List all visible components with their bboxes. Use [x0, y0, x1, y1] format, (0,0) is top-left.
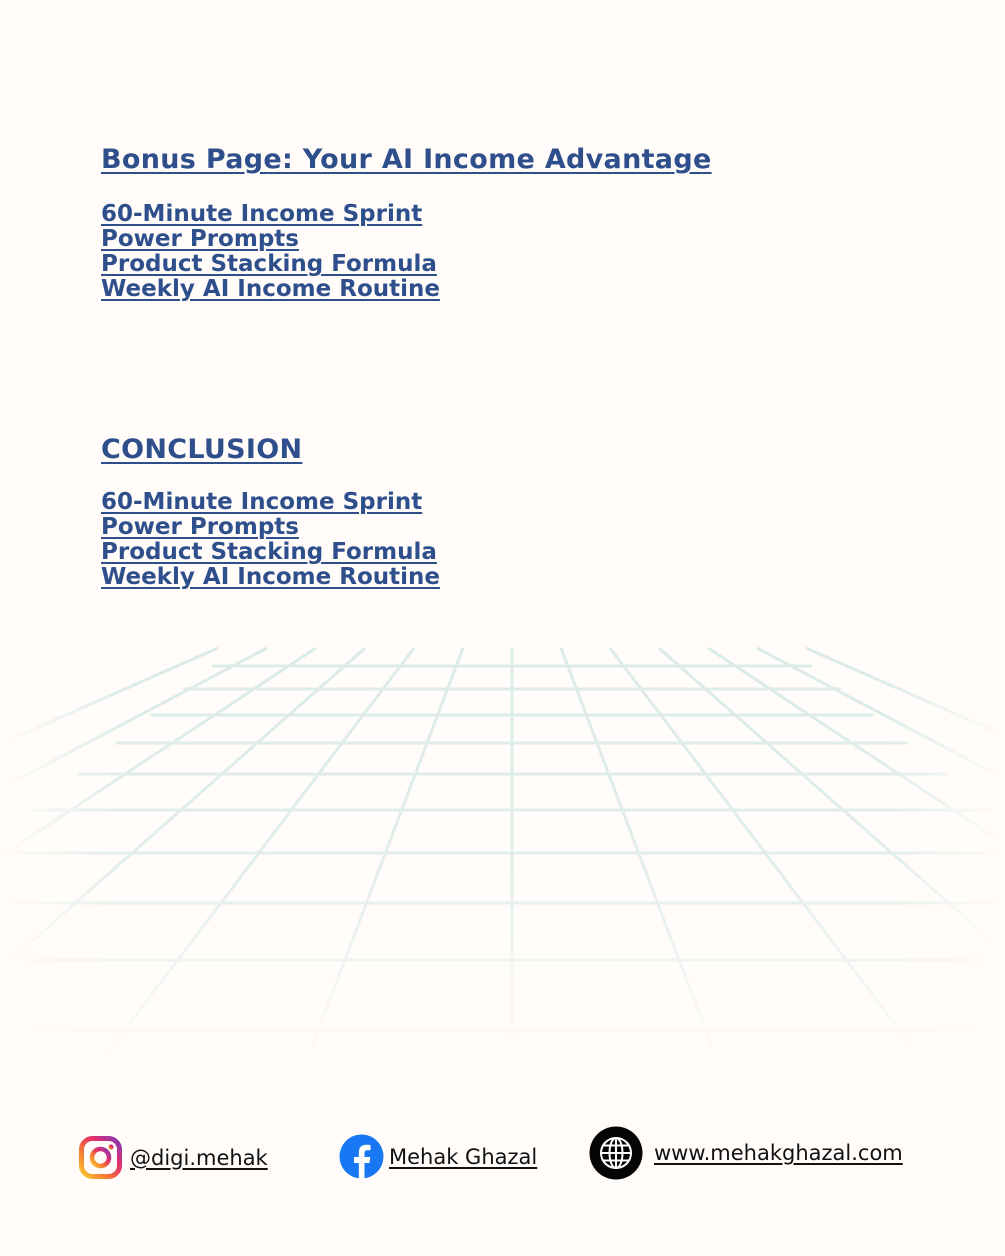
conclusion-item-weekly-routine[interactable]: Weekly AI Income Routine — [101, 564, 440, 590]
website-link[interactable] — [589, 1126, 903, 1180]
facebook-icon — [339, 1134, 384, 1179]
conclusion-item-stacking-formula[interactable]: Product Stacking Formula — [101, 539, 437, 565]
social-footer — [0, 1120, 1005, 1200]
bonus-item-power-prompts[interactable]: Power Prompts — [101, 226, 299, 252]
conclusion-list — [101, 490, 440, 590]
instagram-link[interactable] — [79, 1136, 268, 1179]
website-url: www.mehakghazal.com — [654, 1141, 903, 1165]
instagram-handle: @digi.mehak — [130, 1145, 268, 1170]
globe-icon — [589, 1126, 643, 1180]
conclusion-heading-link[interactable]: CONCLUSION — [101, 434, 303, 465]
bonus-item-stacking-formula[interactable]: Product Stacking Formula — [101, 251, 437, 277]
bonus-item-weekly-routine[interactable]: Weekly AI Income Routine — [101, 276, 440, 302]
conclusion-item-power-prompts[interactable]: Power Prompts — [101, 514, 299, 540]
conclusion-section — [101, 430, 440, 590]
facebook-name: Mehak Ghazal — [389, 1144, 538, 1169]
facebook-link[interactable] — [339, 1134, 537, 1179]
instagram-icon — [79, 1136, 122, 1179]
conclusion-item-income-sprint[interactable]: 60-Minute Income Sprint — [101, 489, 423, 515]
bonus-list — [101, 202, 712, 302]
bonus-item-income-sprint[interactable]: 60-Minute Income Sprint — [101, 201, 423, 227]
perspective-grid-decoration — [0, 640, 1005, 1060]
bonus-section — [101, 140, 712, 302]
bonus-heading-link[interactable]: Bonus Page: Your AI Income Advantage — [101, 144, 712, 175]
